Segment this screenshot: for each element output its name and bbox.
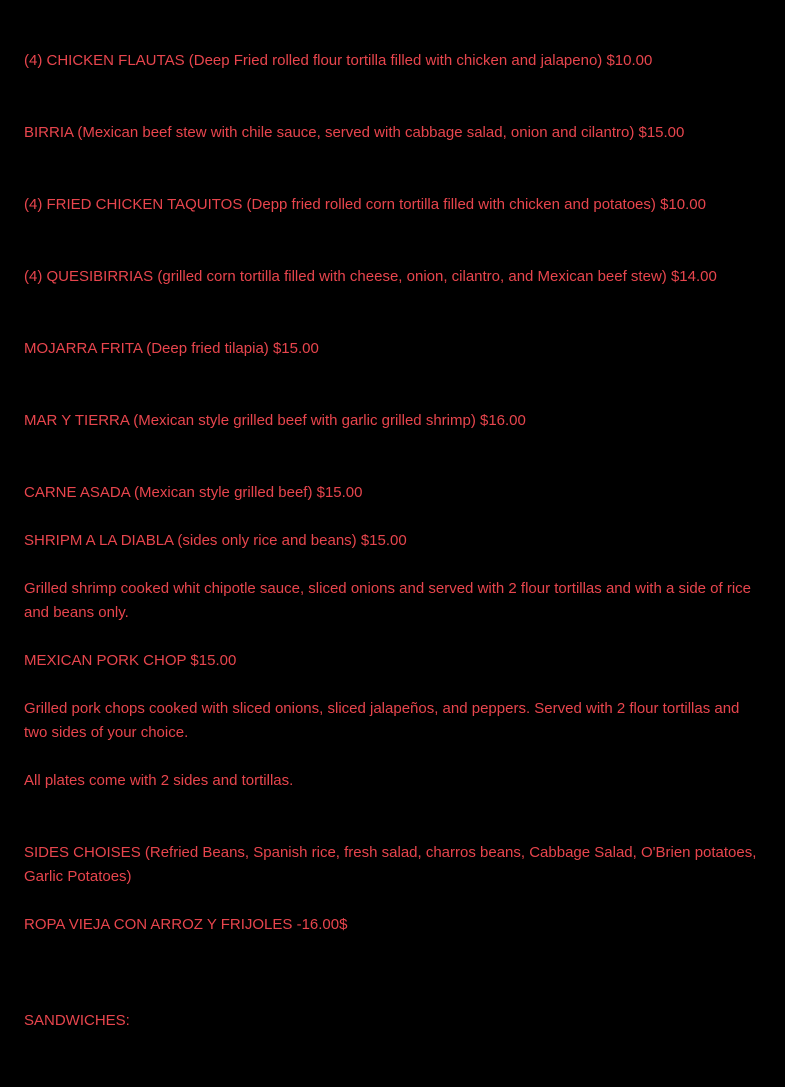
section-heading-sandwiches: SANDWICHES: [24,1012,130,1029]
menu-item-pork-chop-description: Grilled pork chops cooked with sliced onions, sliced jalapeños, and peppers. Served with 2 flour tortillas and two sides of your choice. [24,700,740,741]
menu-item-ropa-vieja: ROPA VIEJA CON ARROZ Y FRIJOLES -16.00$ [24,916,348,933]
menu-item-mexican-pork-chop: MEXICAN PORK CHOP $15.00 [24,652,237,669]
menu-item-mojarra-frita: MOJARRA FRITA (Deep fried tilapia) $15.00 [24,340,319,357]
menu-note-plates: All plates come with 2 sides and tortillas. [24,772,294,789]
menu-item-quesibirrias: (4) QUESIBIRRIAS (grilled corn tortilla filled with cheese, onion, cilantro, and Mexican beef stew) $14.00 [24,268,717,285]
menu-sides-choices: SIDES CHOISES (Refried Beans, Spanish rice, fresh salad, charros beans, Cabbage Salad, O'Brien potatoes, Garlic Potatoes) [24,844,757,885]
menu-item-shrimp-description: Grilled shrimp cooked whit chipotle sauce, sliced onions and served with 2 flour tortillas and with a side of rice and beans only. [24,580,752,621]
menu-item-chicken-flautas: (4) CHICKEN FLAUTAS (Deep Fried rolled flour tortilla filled with chicken and jalapeno) $10.00 [24,52,653,69]
menu-item-birria: BIRRIA (Mexican beef stew with chile sauce, served with cabbage salad, onion and cilantro) $15.00 [24,124,685,141]
menu-item-mar-y-tierra: MAR Y TIERRA (Mexican style grilled beef with garlic grilled shrimp) $16.00 [24,412,526,429]
menu-item-carne-asada: CARNE ASADA (Mexican style grilled beef) $15.00 [24,484,363,501]
menu-item-fried-chicken-taquitos: (4) FRIED CHICKEN TAQUITOS (Depp fried rolled corn tortilla filled with chicken and potatoes) $10.00 [24,196,706,213]
menu-item-shrimp-a-la-diabla: SHRIPM A LA DIABLA (sides only rice and beans) $15.00 [24,532,407,549]
